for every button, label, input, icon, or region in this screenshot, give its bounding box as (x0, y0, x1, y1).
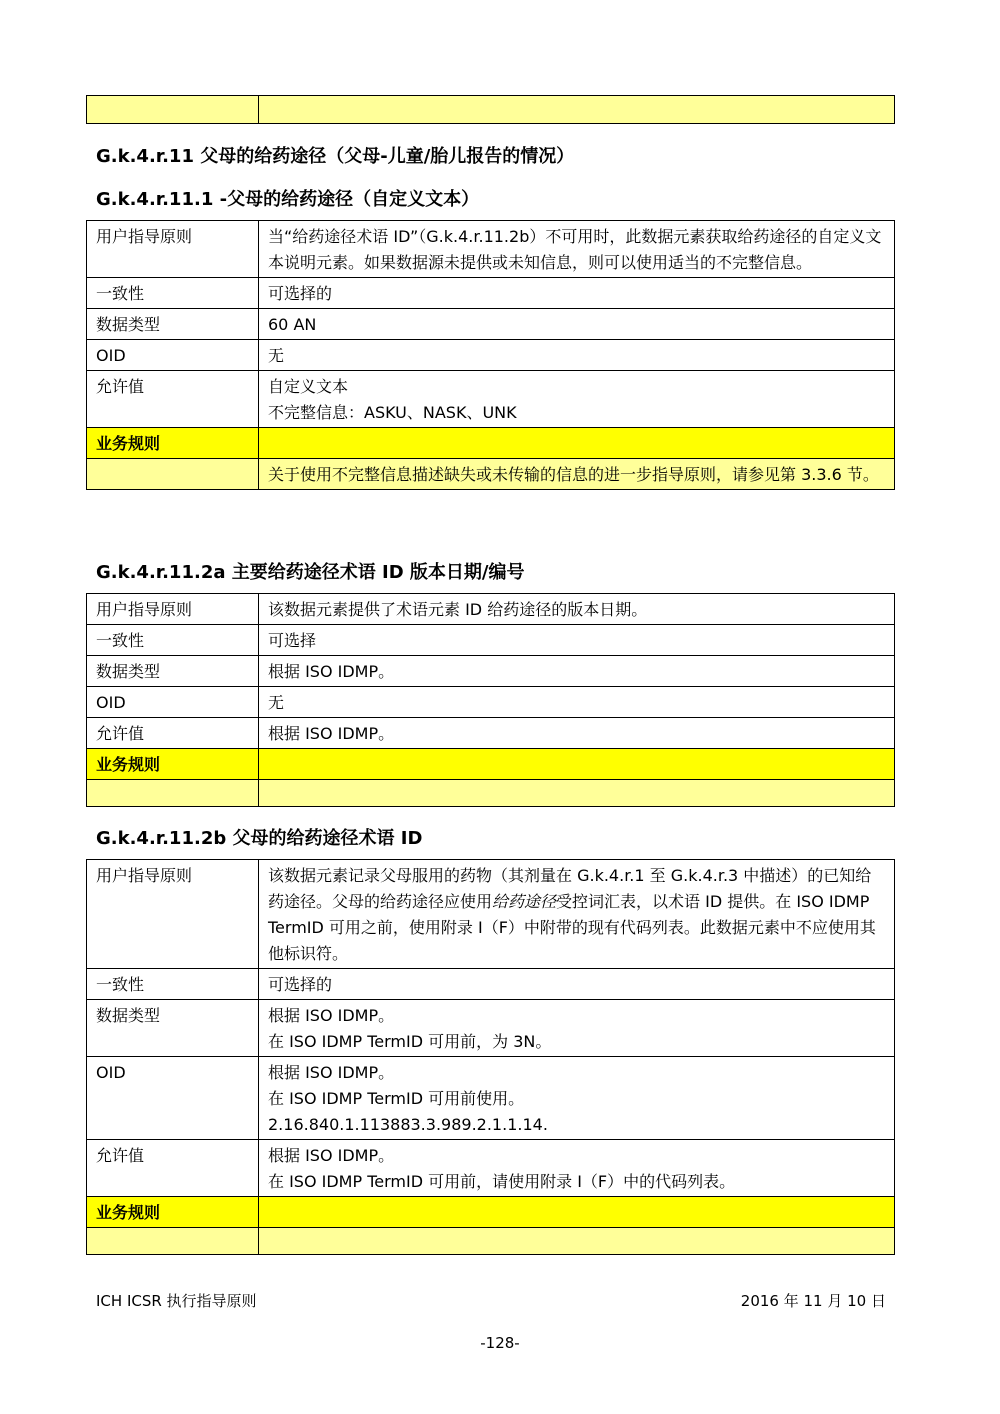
row-label: OID (87, 1057, 259, 1140)
row-label: 一致性 (87, 625, 259, 656)
table-row (87, 780, 895, 807)
term-italic: 给药途径 (492, 892, 557, 911)
table-row (87, 1057, 895, 1140)
row-value: 该数据元素提供了术语元素 ID 给药途径的版本日期。 (259, 594, 895, 625)
row-value: 可选择 (259, 625, 895, 656)
table-row (87, 1140, 895, 1197)
row-label: 允许值 (87, 371, 259, 428)
row-value: 60 AN (259, 309, 895, 340)
row-value: 关于使用不完整信息描述缺失或未传输的信息的进一步指导原则，请参见第 3.3.6 节。 (259, 459, 895, 490)
table-row (87, 860, 895, 969)
value-line: 在 ISO IDMP TermID 可用前使用。 (268, 1089, 525, 1108)
table-row (87, 221, 895, 278)
table-row (87, 656, 895, 687)
row-label (87, 1228, 259, 1255)
row-value: 当“给药途径术语 ID”（G.k.4.r.11.2b）不可用时，此数据元素获取给药途径的自定义文本说明元素。如果数据源未提供或未知信息，则可以使用适当的不完整信息。 (259, 221, 895, 278)
text-run: 受控词汇表，以术语 ID 提供。在 ISO IDMP TermID 可用之前，使用附录 I（F）中附带的现有代码列表。此数据元素中不应使用其他标识符。 (268, 892, 876, 963)
row-label: 允许值 (87, 1140, 259, 1197)
section-heading: G.k.4.r.11 父母的给药途径（父母-儿童/胎儿报告的情况） (96, 146, 575, 167)
element-table (86, 220, 895, 490)
row-label: 数据类型 (87, 1000, 259, 1057)
text-run: 该数据元素记录父母服用的药物（其剂量在 G.k.4.r.1 至 G.k.4.r.3 中描述）的已知给药途径。父母的给药途径应使用 (268, 866, 872, 911)
value-line: 不完整信息：ASKU、NASK、UNK (268, 403, 517, 422)
row-value (259, 1057, 895, 1140)
table-row (87, 309, 895, 340)
row-label: OID (87, 687, 259, 718)
row-value (259, 780, 895, 807)
row-label (87, 780, 259, 807)
business-rules-label: 业务规则 (87, 1197, 259, 1228)
row-value (259, 749, 895, 780)
value-line: 在 ISO IDMP TermID 可用前，为 3N。 (268, 1032, 552, 1051)
row-value (259, 1197, 895, 1228)
table-row (87, 969, 895, 1000)
table-row (87, 340, 895, 371)
value-line: 根据 ISO IDMP。 (268, 1146, 395, 1165)
row-value (259, 371, 895, 428)
top-table (86, 95, 895, 124)
footer-title: ICH ICSR 执行指导原则 (96, 1292, 257, 1310)
row-value (259, 428, 895, 459)
table-row (87, 459, 895, 490)
table-row (87, 371, 895, 428)
row-label: 一致性 (87, 278, 259, 309)
business-rules-label: 业务规则 (87, 749, 259, 780)
element-table (86, 859, 895, 1255)
row-label: 用户指导原则 (87, 594, 259, 625)
table-row (87, 428, 895, 459)
table-row (87, 1228, 895, 1255)
table-row (87, 749, 895, 780)
row-value: 无 (259, 687, 895, 718)
value-line: 自定义文本 (268, 377, 349, 396)
value-line: 根据 ISO IDMP。 (268, 1063, 395, 1082)
row-value (259, 1000, 895, 1057)
subsection-heading: G.k.4.r.11.1 -父母的给药途径（自定义文本） (96, 189, 480, 210)
element-table (86, 593, 895, 807)
table-row (87, 625, 895, 656)
value-line: 根据 ISO IDMP。 (268, 1006, 395, 1025)
row-value: 根据 ISO IDMP。 (259, 656, 895, 687)
table-row (87, 594, 895, 625)
table-row (87, 687, 895, 718)
row-label: 数据类型 (87, 309, 259, 340)
row-value (259, 1228, 895, 1255)
table-row (87, 278, 895, 309)
row-value: 可选择的 (259, 969, 895, 1000)
page-number: -128- (480, 1334, 520, 1352)
table-row (87, 718, 895, 749)
row-label: 用户指导原则 (87, 860, 259, 969)
table-row (87, 96, 895, 124)
row-label: 用户指导原则 (87, 221, 259, 278)
row-value: 可选择的 (259, 278, 895, 309)
subsection-heading: G.k.4.r.11.2b 父母的给药途径术语 ID (96, 828, 423, 849)
table-cell (87, 96, 259, 124)
row-label: 允许值 (87, 718, 259, 749)
table-cell (259, 96, 895, 124)
row-label: 一致性 (87, 969, 259, 1000)
row-value (259, 1140, 895, 1197)
table-row (87, 1197, 895, 1228)
footer-date: 2016 年 11 月 10 日 (740, 1292, 886, 1310)
row-label (87, 459, 259, 490)
row-value: 无 (259, 340, 895, 371)
row-value: 根据 ISO IDMP。 (259, 718, 895, 749)
row-value (259, 860, 895, 969)
row-label: 数据类型 (87, 656, 259, 687)
subsection-heading: G.k.4.r.11.2a 主要给药途径术语 ID 版本日期/编号 (96, 562, 525, 583)
business-rules-label: 业务规则 (87, 428, 259, 459)
table-row (87, 1000, 895, 1057)
value-line: 2.16.840.1.113883.3.989.2.1.1.14. (268, 1115, 548, 1134)
row-label: OID (87, 340, 259, 371)
value-line: 在 ISO IDMP TermID 可用前，请使用附录 I（F）中的代码列表。 (268, 1172, 736, 1191)
